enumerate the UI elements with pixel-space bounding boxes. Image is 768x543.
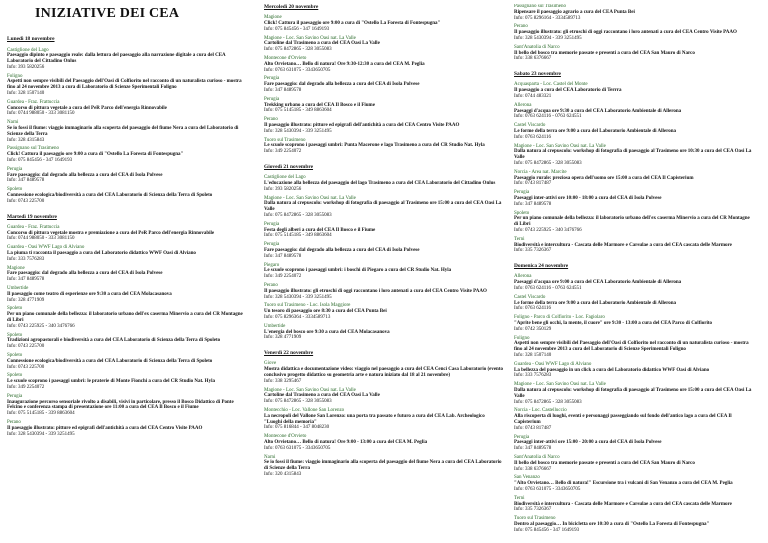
event-location: Perugia bbox=[514, 190, 530, 196]
event-description: Dalla natura al crepuscolo: workshop di fotografia di paesaggio al Trasimeno ore 10:30 a cura del CEA Oasi La Valle bbox=[514, 149, 752, 161]
event-description: Un tesoro di paesaggio ore 8:30 a cura del CEA Punta Bei bbox=[264, 309, 387, 315]
event-entry bbox=[7, 167, 247, 184]
event-contact-info: Info: 0743 225700 bbox=[7, 344, 45, 350]
event-location: Magione bbox=[264, 15, 282, 21]
event-contact-info: Info: 333 7576283 bbox=[7, 256, 45, 262]
event-location: Terni bbox=[514, 495, 525, 501]
event-contact-info: Info: 075 8472865 - 328 3055083 bbox=[264, 213, 332, 219]
event-location: Spoleto bbox=[7, 306, 23, 312]
event-contact-info: Info: 0763 624116 - 0763 624551 bbox=[514, 114, 582, 120]
event-entry bbox=[264, 263, 504, 280]
event-entry bbox=[264, 361, 504, 384]
event-entry bbox=[514, 455, 754, 472]
event-location: Allerona bbox=[514, 274, 532, 280]
event-description: Paesaggi inter-attivi ore 15:00 - 20:00 a cura del CEA di Isola Polvese bbox=[514, 440, 662, 446]
event-contact-info: Info: 075 8472865 - 328 3055083 bbox=[264, 47, 332, 53]
event-contact-info: Info: 075 845456 - 347 1649193 bbox=[514, 527, 580, 533]
event-location: Tuoro sul Trasimeno bbox=[264, 137, 306, 143]
event-location: Norcia - Area nat. Marcite bbox=[514, 169, 567, 175]
event-location: Narni bbox=[7, 120, 19, 126]
event-description: Alla riscoperta di luoghi, eventi e personaggi passeggiando sul fondo dell'antico lago a cura del CEA Il Capisterium bbox=[514, 414, 732, 425]
event-entry bbox=[7, 245, 247, 262]
event-entry bbox=[514, 408, 754, 431]
event-entry bbox=[7, 266, 247, 283]
event-location: Castel Viscardo bbox=[514, 294, 546, 300]
event-description: Dentro al paesaggio… In bicicletta ore 10:30 a cura di "Ostello La Foresta di Fontespugna" bbox=[514, 521, 710, 527]
event-description: Alto Orvietano… Bello di natura! Ore 9:30-12:30 a cura del CEA M. Peglia bbox=[264, 61, 425, 67]
day-heading: Sabato 23 novembre bbox=[514, 71, 561, 78]
event-contact-info: Info: 338 3295467 bbox=[264, 378, 302, 384]
event-location: Umbertide bbox=[7, 286, 29, 292]
event-contact-info: Info: 0743 225700 bbox=[7, 198, 45, 204]
event-contact-info: Info: 0742 350129 bbox=[514, 326, 552, 332]
event-contact-info: Info: 335 7326367 bbox=[514, 507, 552, 513]
event-description: Dalla natura al crepuscolo: workshop di fotografia di paesaggio al Trasimeno ore 15:00 a cura del CEA Oasi La Valle bbox=[264, 201, 502, 213]
event-description: Il paesaggio come teatro di esperienze ore 9:30 a cura del CEA Molacasanova bbox=[7, 291, 172, 297]
event-description: Click! Cattura il paesaggio ore 9:00 a cura di "Ostello La Foresta di Fontespugna" bbox=[264, 21, 441, 27]
event-description: Il paesaggio illustrato: gli etruschi di oggi raccontano i loro antenati a cura del CEA Centro Visite PAAO bbox=[514, 30, 737, 36]
event-location: Perano bbox=[7, 420, 21, 425]
event-contact-info: Info: 0744 483321 bbox=[514, 94, 552, 100]
event-contact-info: Info: 0743 225925 - 340 3476766 bbox=[7, 323, 75, 329]
event-contact-info: Info: 328 1507140 bbox=[7, 91, 45, 97]
event-contact-info: Info: 347 8489578 bbox=[264, 253, 302, 259]
event-description: Per un piano comunale della bellezza: il laboratorio urbano dell'ex caserma Minervio a cura del CR Montagne di Libri bbox=[7, 312, 243, 324]
event-description: Le forme della terra ore 9:00 a cura del Laboratorio Ambientale di Allerona bbox=[514, 300, 677, 306]
event-entry bbox=[514, 237, 754, 254]
day-spacer bbox=[514, 537, 754, 540]
event-entry bbox=[264, 242, 504, 259]
event-contact-info: Info: 347 8489578 bbox=[7, 277, 45, 283]
event-location: Perugia bbox=[7, 393, 23, 399]
event-contact-info: Info: 328 4771909 bbox=[7, 297, 45, 303]
event-contact-info: Info: 349 2254072 bbox=[264, 149, 302, 155]
event-location: Magione - Loc. San Savino Oasi nat. La Valle bbox=[264, 387, 356, 393]
event-contact-info: Info: 347 8489578 bbox=[264, 88, 302, 94]
event-contact-info: Info: 0743 817487 bbox=[514, 181, 552, 187]
event-location: Perugia bbox=[264, 96, 280, 102]
event-contact-info: Info: 0763 631075 - 3343650705 bbox=[514, 486, 581, 492]
event-location: Spoleto bbox=[7, 373, 23, 379]
event-location: Tuoro sul Trasimeno - Loc. Isola Maggiore bbox=[264, 303, 351, 309]
event-entry bbox=[7, 48, 247, 71]
event-contact-info: Info: 335 7326367 bbox=[514, 248, 552, 254]
event-description: Il bello del bosco tra memorie passate e presenti a cura del CEA San Mauro di Narco bbox=[514, 50, 695, 56]
event-location: Castel Viscardo bbox=[514, 123, 546, 129]
event-contact-info: Info: 075 816844 - 347 8048230 bbox=[264, 425, 330, 431]
event-entry bbox=[7, 225, 247, 242]
event-contact-info: Info: 075 845456 - 347 1649193 bbox=[264, 26, 330, 32]
event-entry bbox=[264, 138, 504, 155]
event-location: Giove bbox=[264, 361, 277, 367]
event-description: Fare paesaggio: dal degrado alla bellezza a cura del CEA di Isola Polvese bbox=[264, 82, 420, 88]
event-contact-info: Info: 0763 624116 - 0763 624551 bbox=[514, 286, 582, 292]
event-contact-info: Info: 333 7576283 bbox=[514, 373, 552, 379]
event-entry bbox=[264, 222, 504, 239]
event-location: Perugia bbox=[514, 434, 530, 440]
event-contact-info: Info: 347 8489578 bbox=[514, 446, 552, 452]
event-description: Concorso di pittura vegetale mostra e premiazione a cura del PeR Parco dell'energia Rinnovabile bbox=[7, 230, 215, 236]
day-heading: Martedì 19 novembre bbox=[7, 213, 57, 220]
event-entry bbox=[514, 382, 754, 405]
event-description: Cartoline dal Trasimeno a cura del CEA Oasi La Valle bbox=[264, 393, 380, 399]
event-location: Perugia bbox=[264, 76, 280, 82]
event-entry bbox=[514, 475, 754, 492]
event-contact-info: Info: 328 5430394 - 339 3251495 bbox=[7, 431, 75, 437]
day-spacer bbox=[7, 440, 247, 446]
event-description: La necropoli del Vallone San Lorenzo: una porta tra passato e futuro a cura del CEA Lab. Archeologico "Luoghi della memoria" bbox=[264, 413, 485, 425]
event-entry bbox=[7, 120, 247, 143]
event-entry bbox=[7, 394, 247, 417]
event-description: Fare paesaggio: dal degrado alla bellezza a cura del CEA di Isola Polvese bbox=[264, 248, 420, 254]
event-contact-info: Info: 0743 225925 - 340 3476766 bbox=[514, 227, 582, 233]
event-entry bbox=[264, 455, 504, 478]
event-location: Terni bbox=[514, 236, 525, 242]
event-entry bbox=[514, 336, 754, 359]
event-location: Spoleto bbox=[7, 187, 23, 193]
event-entry bbox=[514, 103, 754, 120]
event-location: Passignano sul Trasimeno bbox=[7, 146, 59, 152]
event-entry bbox=[264, 434, 504, 451]
event-location: Magione - Loc. San Savino Oasi nat. La Valle bbox=[264, 35, 356, 41]
event-location: Perugia bbox=[7, 166, 23, 172]
event-entry bbox=[7, 187, 247, 204]
event-description: "Alto Orvietano… Bello di natura!" Escursione tra i vulcani di San Venanzo a cura del CEA M. Peglia bbox=[514, 481, 733, 487]
event-contact-info: Info: 0744 988050 - 333 3081150 bbox=[7, 111, 75, 117]
event-contact-info: Info: 328 5430394 - 339 3251495 bbox=[264, 294, 332, 300]
event-description: Paesaggi inter-attivi ore 10:00 - 18:00 a cura del CEA di Isola Polvese bbox=[514, 195, 662, 201]
column-right bbox=[514, 4, 754, 539]
event-entry bbox=[7, 420, 247, 437]
event-contact-info: Info: 338 6376667 bbox=[514, 466, 552, 472]
event-entry bbox=[264, 15, 504, 32]
event-description: Il bello del bosco tra memorie passate e presenti a cura del CEA San Mauro di Narco bbox=[514, 460, 695, 466]
event-location: Norcia - Loc. Castelluccio bbox=[514, 408, 567, 414]
event-description: Cartoline dal Trasimeno a cura del CEA Oasi La Valle bbox=[264, 41, 380, 47]
event-contact-info: Info: 075 845456 - 347 1649193 bbox=[7, 158, 73, 164]
day-heading: Venerdì 22 novembre bbox=[264, 350, 314, 357]
event-contact-info: Info: 0763 624116 bbox=[514, 306, 552, 312]
event-description: Ripensare il paesaggio agrario a cura del CEA Punta Bei bbox=[514, 9, 635, 15]
event-description: Paesaggi d'acqua ore 9:00 a cura del CEA Laboratorio Ambientale di Allerona bbox=[514, 280, 682, 286]
event-description: Trekking urbano a cura del CEA Il Bosco e il Fiume bbox=[264, 102, 375, 108]
event-contact-info: Info: 075 8472865 - 328 3055083 bbox=[514, 161, 582, 166]
event-entry bbox=[264, 97, 504, 114]
event-description: Biodiversità e intercultura - Cascata delle Marmore e Carsulae a cura del CEA cascata delle Marmore bbox=[514, 242, 732, 248]
event-location: Magione - Loc. San Savino Oasi nat. La Valle bbox=[514, 143, 606, 149]
event-entry bbox=[514, 190, 754, 207]
event-location: Acquasparta - Loc. Castel del Monte bbox=[514, 82, 588, 88]
event-location: Sant'Anatolia di Narco bbox=[514, 44, 560, 50]
event-contact-info: Info: 328 5430394 - 339 3251495 bbox=[514, 35, 582, 41]
event-description: Mostra didattica e documentazione video: viaggio nel paesaggio a cura del CEA Cenci Casa Laboratorio (evento conclusivo progetto didattico su geometria arte e natura iniziato dal 18 al 21 novembre) bbox=[264, 367, 504, 379]
event-contact-info: Info: 328 5430394 - 339 3251495 bbox=[264, 128, 332, 134]
event-description: Connessione ecologica/biodiversità a cura del CEA Laboratorio di Scienza della Terra di Spoleto bbox=[7, 193, 213, 199]
event-contact-info: Info: 0743 817487 bbox=[514, 425, 552, 431]
event-description: Se io fossi il fiume: viaggio immaginario alla scoperta del paesaggio del fiume Nera a cura del Laboratorio di Scienze della Terra bbox=[7, 126, 239, 137]
event-entry bbox=[514, 170, 754, 187]
event-description: Tradizioni agropastorali e biodiversità a cura del CEA Laboratorio di Scienza della Terra di Spoleto bbox=[7, 338, 221, 344]
event-description: Connessione ecologica/biodiversità a cura del CEA Laboratorio di Scienza della Terra di Spoleto bbox=[7, 358, 213, 364]
event-contact-info: Info: 349 2254072 bbox=[7, 385, 45, 391]
event-contact-info: Info: 0744 988050 - 333 3081150 bbox=[7, 236, 75, 242]
event-description: L'educazione alla bellezza del paesaggio del lago Trasimeno a cura del CEA Laboratorio del Cittadino Onlus bbox=[264, 181, 496, 187]
event-location: Perugia bbox=[264, 221, 280, 227]
event-description: Le scuole scoprono i paesaggi umbri: le praterie di Monte Fionchi a cura del CR Studio Nat. Hyla bbox=[7, 379, 215, 385]
event-location: Allerona bbox=[514, 102, 532, 108]
page-title: INIZIATIVE DEI CEA bbox=[35, 6, 180, 21]
event-entry bbox=[514, 4, 754, 21]
event-location: Piegaro bbox=[264, 262, 280, 268]
event-description: Festa degli alberi a cura del CEA Il Bosco e il Fiume bbox=[264, 227, 376, 233]
event-entry bbox=[7, 100, 247, 117]
day-heading: Lunedì 18 novembre bbox=[7, 36, 55, 43]
day-spacer bbox=[264, 481, 504, 487]
event-description: Dalla natura al crepuscolo: workshop di fotografia di paesaggio al Trasimeno ore 15:00 a cura del CEA Oasi La Valle bbox=[514, 387, 752, 399]
event-entry bbox=[7, 373, 247, 390]
day-heading: Giovedì 21 novembre bbox=[264, 164, 314, 170]
event-location: Guardea - Fraz. Frattuccia bbox=[7, 99, 60, 105]
event-location: Spoleto bbox=[7, 332, 23, 338]
event-entry bbox=[7, 146, 247, 163]
event-entry bbox=[514, 144, 754, 167]
event-entry bbox=[514, 362, 754, 379]
event-location: Castiglione del Lago bbox=[264, 175, 306, 181]
event-contact-info: Info: 328 4771909 bbox=[264, 335, 302, 341]
event-contact-info: Info: 075 5145185 - 349 8863604 bbox=[264, 108, 332, 114]
event-description: Le forme della terra ore 9:00 a cura del Laboratorio Ambientale di Allerona bbox=[514, 129, 677, 135]
event-location: Montecone d'Orvieto bbox=[264, 56, 307, 62]
event-contact-info: Info: 075 8296364 - 3334589713 bbox=[264, 315, 331, 320]
event-entry bbox=[264, 175, 504, 192]
event-entry bbox=[264, 324, 504, 341]
event-location: Guardea - Fraz. Frattuccia bbox=[7, 224, 60, 230]
event-description: Paesaggi d'acqua ore 9:30 a cura del CEA Laboratorio Ambientale di Allerona bbox=[514, 108, 682, 114]
event-entry bbox=[264, 388, 504, 405]
event-contact-info: Info: 347 8489578 bbox=[7, 178, 45, 184]
day-heading: Domenica 24 novembre bbox=[514, 263, 569, 270]
event-entry bbox=[264, 117, 504, 134]
event-description: Click! Cattura il paesaggio ore 9:00 a cura di "Ostello La Foresta di Fontespugna" bbox=[7, 152, 184, 158]
event-entry bbox=[514, 496, 754, 513]
event-description: Le scuole scoprono i paesaggi umbri: i boschi di Piegaro a cura del CR Studio Nat. Hyla bbox=[264, 268, 452, 274]
event-description: Inaugurazione percorso sensoriale rivolto a disabili, visivi in particolare, presso il Bosco Didattico di Ponte Felcino e conferenza stampa di presentazione ore 11:00 a cura del CEA Il Bosco e il Fiume bbox=[7, 399, 234, 411]
event-description: Se io fossi il fiume: viaggio immaginario alla scoperta del paesaggio del fiume Nera a cura del CEA Laboratorio di Scienze della Terra bbox=[264, 460, 502, 472]
event-location: Magione - Loc. San Savino Oasi nat. La Valle bbox=[514, 382, 606, 388]
event-contact-info: Info: 0763 631075 - 3343650705 bbox=[264, 445, 331, 451]
event-location: Perano bbox=[264, 117, 278, 123]
event-entry bbox=[514, 24, 754, 41]
event-entry bbox=[514, 315, 754, 332]
event-contact-info: Info: 0763 624116 bbox=[514, 134, 552, 140]
event-contact-info: Info: 320 4315843 bbox=[264, 472, 302, 477]
event-entry bbox=[264, 408, 504, 431]
event-location: Sant'Anatolia di Narco bbox=[514, 454, 560, 460]
event-description: Il paesaggio illustrato: gli etruschi di oggi raccontano i loro antenati a cura del CEA Centro Visite PAAO bbox=[264, 288, 487, 294]
event-contact-info: Info: 075 8472865 - 328 3055083 bbox=[264, 399, 332, 405]
event-description: Concorso di pittura vegetale a cura del PeR Parco dell'energia Rinnovabile bbox=[7, 105, 167, 111]
event-entry bbox=[264, 196, 504, 219]
event-description: La piuma ti racconta il paesaggio a cura del Laboratorio didattico WWF Oasi di Alviano bbox=[7, 251, 196, 257]
event-location: Foligno bbox=[514, 335, 530, 341]
event-contact-info: Info: 075 5145185 - 339 8863604 bbox=[7, 411, 75, 417]
event-location: Foligno - Parco di Colfiorito - Loc. Fagiolaro bbox=[514, 315, 605, 321]
event-contact-info: Info: 328 1507140 bbox=[514, 352, 552, 358]
event-description: Paesaggio rurale: preziosa opera dell'uomo ore 15:00 a cura del CEA Il Capisterium bbox=[514, 175, 694, 181]
event-entry bbox=[7, 306, 247, 329]
event-location: Umbertide bbox=[264, 323, 286, 329]
column-left bbox=[7, 4, 247, 539]
event-entry bbox=[264, 303, 504, 320]
event-entry bbox=[514, 211, 754, 234]
event-description: La bellezza del paesaggio in un click a cura del Laboratorio didattico WWF Oasi di Alviano bbox=[514, 367, 710, 373]
event-location: Passignano sul Trasimeno bbox=[514, 4, 566, 9]
event-location: Spoleto bbox=[514, 210, 530, 216]
event-location: Guardea - Oasi WWF Lago di Alviano bbox=[514, 361, 592, 367]
event-location: Montecone d'Orvieto bbox=[264, 434, 307, 440]
event-location: Spoleto bbox=[7, 353, 23, 359]
event-contact-info: Info: 0743 225700 bbox=[7, 364, 45, 370]
event-description: Per un piano comunale della bellezza: il laboratorio urbano dell'ex caserma Minervio a cura del CR Montagne di Libri bbox=[514, 216, 750, 228]
event-location: Magione - Loc. San Savino Oasi nat. La Valle bbox=[264, 195, 356, 201]
event-location: Guardea - Oasi WWF Lago di Alviano bbox=[7, 245, 85, 251]
event-entry bbox=[7, 286, 247, 303]
event-description: Alto Orvietano… Bello di natura! Ore 9:00 - 13:00 a cura del CEA M. Peglia bbox=[264, 440, 428, 446]
event-description: Il paesaggio illustrato: pitture ed epigrafi dell'antichità a cura del CEA Centro Visite PAAO bbox=[264, 123, 460, 129]
event-entry bbox=[7, 74, 247, 97]
event-entry bbox=[264, 56, 504, 73]
event-entry bbox=[264, 76, 504, 93]
event-description: Il paesaggio illustrato: pitture ed epigrafi dell'antichità a cura del CEA Centro Visite PAAO bbox=[7, 425, 203, 431]
event-contact-info: Info: 338 6376667 bbox=[514, 56, 552, 62]
event-entry bbox=[514, 123, 754, 140]
event-description: Biodiversità e intercultura - Cascata delle Marmore e Carsulae a cura del CEA cascata delle Marmore bbox=[514, 501, 732, 507]
event-entry bbox=[514, 295, 754, 312]
event-entry bbox=[7, 353, 247, 370]
event-contact-info: Info: 0763 631075 - 3343650705 bbox=[264, 67, 331, 73]
event-entry bbox=[264, 283, 504, 300]
event-contact-info: Info: 393 5820256 bbox=[264, 186, 302, 192]
event-entry bbox=[514, 435, 754, 452]
event-description: Le scuole scoprono i paesaggi umbri: Punta Macerone e lago Trasimeno a cura del CR Studio Nat. Hyla bbox=[264, 143, 485, 149]
event-description: Fare paesaggio: dal degrado alla bellezza a cura del CEA di Isola Polvese bbox=[7, 172, 163, 178]
event-entry bbox=[514, 82, 754, 99]
event-description: Aspetti non sempre visibili del Paesaggio dell'Oasi di Colfiorito nel racconto di un naturalista curioso - mostra fino al 24 novembre 2013 a cura del Laboratorio di Scienze Sperimentali Foligno bbox=[514, 341, 749, 353]
event-description: Paesaggio dipinto e paesaggio reale: dalla lettura del paesaggio alla narrazione digitale a cura del CEA Laboratorio del Cittadino Onlus bbox=[7, 53, 226, 65]
event-location: Montecchio - Loc. Vallone San Lorenzo bbox=[264, 408, 345, 414]
event-entry bbox=[514, 516, 754, 533]
event-description: "Aprite bene gli occhi, la mente, il cuore" ore 9:30 - 13:00 a cura del CEA Parco di Colfiorito bbox=[514, 321, 713, 326]
event-description: Il paesaggio a cura del CEA Laboratorio di Terrra bbox=[514, 88, 622, 94]
event-entry bbox=[514, 274, 754, 291]
event-location: Perano bbox=[264, 283, 278, 289]
event-description: Fare paesaggio: dal degrado alla bellezza a cura del CEA di Isola Polvese bbox=[7, 271, 163, 277]
event-contact-info: Info: 075 5145185 - 349 8863604 bbox=[264, 233, 332, 239]
event-location: Castiglione del Lago bbox=[7, 47, 49, 53]
event-location: Tuoro sul Trasimeno bbox=[514, 516, 556, 522]
event-location: Perugia bbox=[264, 242, 280, 248]
event-location: Foligno bbox=[7, 73, 23, 79]
event-contact-info: Info: 393 5820256 bbox=[7, 64, 45, 70]
event-contact-info: Info: 347 8489578 bbox=[514, 201, 552, 207]
event-description: L'energia del bosco ore 9:30 a cura del CEA Molacasanova bbox=[264, 329, 390, 335]
event-entry bbox=[7, 333, 247, 350]
event-contact-info: Info: 328 4315843 bbox=[7, 137, 45, 143]
event-location: Narni bbox=[264, 454, 276, 460]
event-entry bbox=[514, 45, 754, 62]
event-contact-info: Info: 075 8472865 - 328 3055083 bbox=[514, 399, 582, 405]
day-heading: Mercoledì 20 novembre bbox=[264, 4, 319, 10]
column-middle bbox=[264, 4, 504, 539]
event-contact-info: Info: 075 8296164 - 3334589713 bbox=[514, 15, 581, 21]
event-contact-info: Info: 349 2254072 bbox=[264, 274, 302, 280]
event-location: Perano bbox=[514, 24, 528, 30]
event-location: San Venanzo bbox=[514, 475, 540, 481]
event-entry bbox=[264, 36, 504, 53]
event-description: Aspetti non sempre visibili del Paesaggio dell'Oasi di Colfiorito nel racconto di un naturalista curioso - mostra fino al 24 novembre 2013 a cura di Laboratorio di Scienze Sperimentali Foligno bbox=[7, 79, 242, 91]
event-location: Magione bbox=[7, 265, 25, 271]
